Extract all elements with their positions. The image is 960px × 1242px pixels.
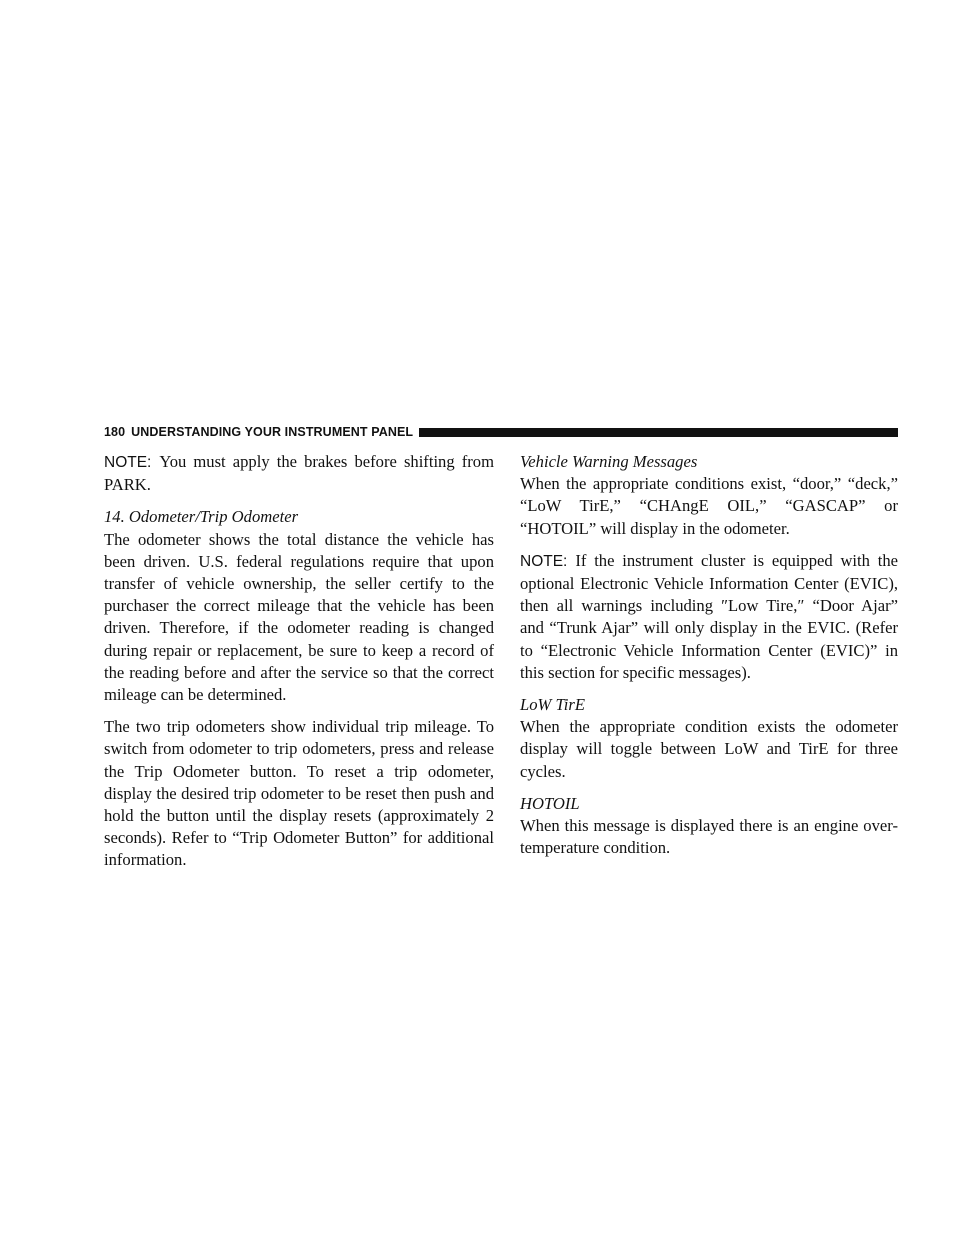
page-number: 180 xyxy=(104,425,126,439)
heading-hotoil: HOTOIL xyxy=(520,793,580,813)
heading-odometer: 14. Odometer/Trip Odometer xyxy=(104,507,299,527)
note-text: You must apply the brakes before shifting from PARK. xyxy=(104,452,494,495)
right-column xyxy=(520,451,898,869)
note-label: NOTE: xyxy=(104,454,152,471)
heading-vehicle-warning-messages: Vehicle Warning Messages xyxy=(520,452,698,471)
note-label: NOTE: xyxy=(520,552,568,570)
paragraph-warning-messages: When the appropriate conditions exist, “door,” “deck,” “LoW TirE,” “CHAngE OIL,” “GASCAP” or “HOTOIL” will display in the odometer. xyxy=(520,474,898,538)
note-brakes xyxy=(104,451,494,496)
paragraph-hotoil: When this message is displayed there is an engine over-temperature condition. xyxy=(520,816,898,858)
header-rule xyxy=(419,428,898,437)
section-title: UNDERSTANDING YOUR INSTRUMENT PANEL xyxy=(131,425,414,439)
page-header xyxy=(104,424,898,440)
note-text: If the instrument cluster is equipped with the optional Electronic Vehicle Information Center (EVIC), then all warnings including ″Low Tire,″ “Door Ajar” and “Trunk Ajar” will only display in the EVIC. (Refer to “Electronic Vehicle Information Center (EVIC)” in this section for specific messages). xyxy=(520,550,898,682)
note-evic xyxy=(520,550,898,684)
paragraph-odometer: The odometer shows the total distance the vehicle has been driven. U.S. federal regulations require that upon transfer of vehicle ownership, the seller certify to the purchaser the correct mileage that the vehicle has been driven. Therefore, if the odometer reading is changed during repair or replacement, be sure to keep a record of the reading before and after the service so that the correct mileage can be determined. xyxy=(104,529,494,705)
paragraph-low-tire: When the appropriate condition exists the odometer display will toggle between LoW and TirE for three cycles. xyxy=(520,717,898,781)
left-column xyxy=(104,451,494,882)
heading-low-tire: LoW TirE xyxy=(520,695,586,715)
paragraph-trip-odometer: The two trip odometers show individual trip mileage. To switch from odometer to trip odometers, press and release the Trip Odometer button. To reset a trip odometer, display the desired trip odometer to be reset then push and hold the button until the display resets (approximately 2 seconds). Refer to “Trip Odometer Button” for additional information. xyxy=(104,717,494,870)
